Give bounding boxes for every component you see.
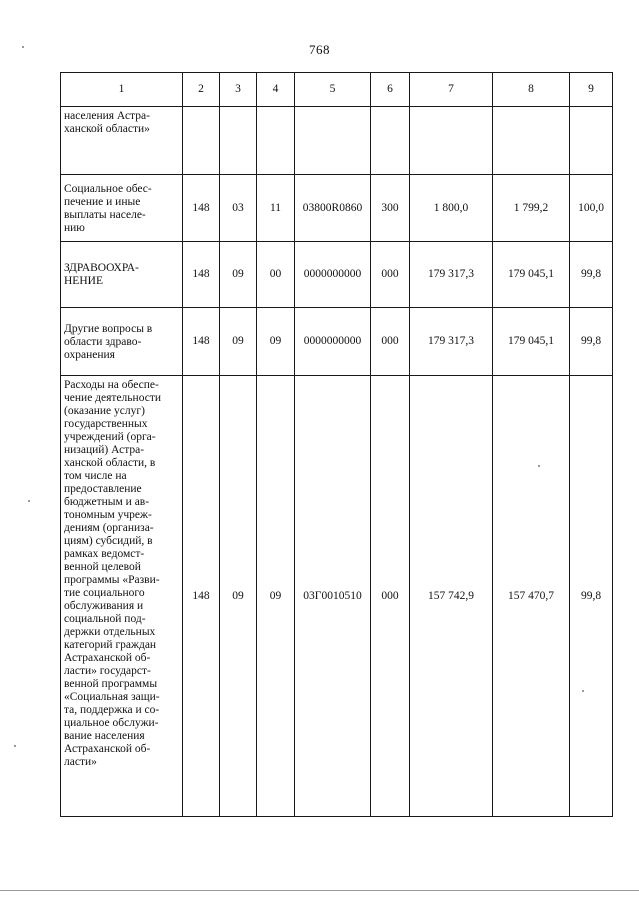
table-cell: 09: [220, 308, 257, 376]
table-cell: 00: [257, 242, 295, 308]
table-cell: 179 317,3: [410, 242, 493, 308]
table-cell: [371, 107, 410, 175]
table-cell: [493, 107, 570, 175]
table-cell: 09: [220, 376, 257, 817]
column-header: 5: [295, 73, 371, 107]
column-header: 8: [493, 73, 570, 107]
table-cell: 99,8: [570, 376, 613, 817]
column-header: 9: [570, 73, 613, 107]
table-cell: 300: [371, 175, 410, 242]
scan-speck: [538, 465, 540, 467]
table-cell: [183, 107, 220, 175]
table-cell: [295, 107, 371, 175]
table-cell: [410, 107, 493, 175]
table-cell: 99,8: [570, 308, 613, 376]
table-cell: 03800R0860: [295, 175, 371, 242]
scan-speck: [22, 46, 24, 48]
row-name-cell: населения Астра- ханской области»: [61, 107, 183, 175]
table-cell: 11: [257, 175, 295, 242]
table-cell: 1 799,2: [493, 175, 570, 242]
column-header: 3: [220, 73, 257, 107]
scan-speck: [14, 745, 16, 747]
table-cell: [570, 107, 613, 175]
table-cell: 0000000000: [295, 242, 371, 308]
table-cell: 148: [183, 242, 220, 308]
table-cell: 03: [220, 175, 257, 242]
table-row: [61, 175, 613, 242]
table-cell: 179 045,1: [493, 242, 570, 308]
table-cell: 1 800,0: [410, 175, 493, 242]
column-header: 4: [257, 73, 295, 107]
table-cell: [257, 107, 295, 175]
table-cell: 09: [257, 308, 295, 376]
table-cell: [220, 107, 257, 175]
row-name-cell: ЗДРАВООХРА- НЕНИЕ: [61, 242, 183, 308]
table-cell: 148: [183, 308, 220, 376]
table-cell: 000: [371, 308, 410, 376]
page-number: 768: [309, 42, 330, 57]
row-name-cell: Расходы на обеспе- чение деятельности (оказание услуг) государственных учреждений (орга- низаций) Астра- ханской области, в том числе на предоставление бюджетным и ав- тономным учреж- дениям (организа- циям) субсидий, в рамках ведомст- венной целевой программы «Разви- тие социального обслуживания и социальной под- держки отдельных категорий граждан Астраханской об- ласти» государст- венной программы «Социальная защи- та, поддержка и со- циальное обслужи- вание населения Астраханской об- ласти»: [61, 376, 183, 817]
table-cell: 99,8: [570, 242, 613, 308]
scan-speck: [28, 500, 30, 502]
table-cell: 157 470,7: [493, 376, 570, 817]
table-cell: 179 317,3: [410, 308, 493, 376]
budget-table: [60, 72, 613, 817]
table-row: [61, 376, 613, 817]
scan-speck: [582, 690, 584, 692]
row-name-cell: Другие вопросы в области здраво- охранения: [61, 308, 183, 376]
table-cell: 148: [183, 175, 220, 242]
table-cell: 100,0: [570, 175, 613, 242]
table-cell: 0000000000: [295, 308, 371, 376]
table-cell: 09: [220, 242, 257, 308]
column-header: 1: [61, 73, 183, 107]
table-row: [61, 107, 613, 175]
table-cell: 157 742,9: [410, 376, 493, 817]
table-cell: 03Г0010510: [295, 376, 371, 817]
table-cell: 148: [183, 376, 220, 817]
table-row: [61, 308, 613, 376]
table-cell: 000: [371, 242, 410, 308]
table-cell: 179 045,1: [493, 308, 570, 376]
table-header-row: [61, 73, 613, 107]
column-header: 2: [183, 73, 220, 107]
column-header: 6: [371, 73, 410, 107]
table-row: [61, 242, 613, 308]
row-name-cell: Социальное обес- печение и иные выплаты населе- нию: [61, 175, 183, 242]
table-cell: 000: [371, 376, 410, 817]
table-cell: 09: [257, 376, 295, 817]
scan-edge-line: [0, 890, 639, 891]
column-header: 7: [410, 73, 493, 107]
